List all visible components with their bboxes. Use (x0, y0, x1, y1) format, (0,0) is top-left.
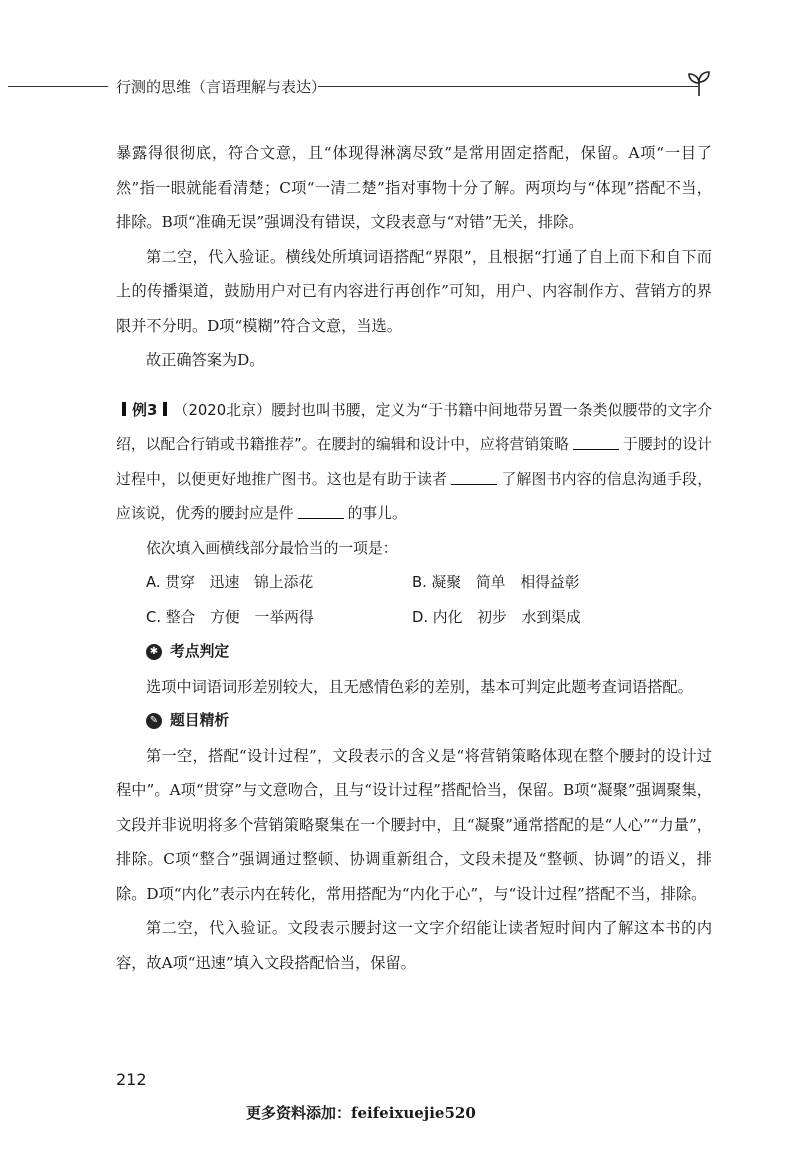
header-rule-left (8, 86, 108, 87)
option-a: A. 贯穿 迅速 锦上添花 (146, 574, 314, 591)
example-text-4: 的事儿。 (347, 505, 407, 522)
answer-options (116, 566, 712, 635)
example-text-1: （2020北京）腰封也叫书腰，定义为“于书籍中间地带另置一条类似腰带的文字介绍，以配合行销或书籍推荐”。在腰封的编辑和设计中，应将营销策略 (116, 401, 713, 453)
gear-icon: ✱ (146, 644, 162, 660)
page-header (0, 72, 800, 102)
paragraph-2: 第二空，代入验证。横线处所填词语搭配“界限”，且根据“打通了自上而下和自下而上的传播渠道，鼓励用户对已有内容进行再创作”可知，用户、内容制作方、营销方的界限并不分明。D项“模糊”符合文意，当选。 (116, 247, 712, 335)
paragraph-3: 故正确答案为D。 (146, 351, 265, 369)
answer-blank-3 (298, 504, 344, 519)
page-content (116, 136, 712, 980)
analysis-paragraph-2: 第二空，代入验证。文段表示腰封这一文字介绍能让读者短时间内了解这本书的内容，故A项“迅速”填入文段搭配恰当，保留。 (116, 919, 712, 972)
answer-blank-1 (573, 435, 619, 450)
section-heading-2 (116, 704, 712, 739)
example-question (116, 394, 712, 532)
answer-blank-2 (451, 470, 497, 485)
footer-note: 更多资料添加：feifeixuejie520 (246, 1104, 476, 1122)
option-b: B. 凝聚 简单 相得益彰 (412, 574, 580, 591)
section-1-text: 选项中词语词形差别较大，且无感情色彩的差别，基本可判定此题考查词语搭配。 (146, 677, 693, 696)
example-label: 例3 (132, 401, 158, 419)
option-c: C. 整合 方便 一举两得 (146, 608, 314, 626)
option-d: D. 内化 初步 水到渠成 (412, 608, 581, 626)
header-rule-right (318, 86, 698, 87)
section-title-2: 题目精析 (170, 712, 230, 729)
example-text-3: 了解图书内容的信息沟通手段，应该说，优秀的腰封应是件 (116, 470, 712, 522)
page-number: 212 (116, 1070, 147, 1089)
pen-icon: ✎ (146, 713, 162, 729)
header-title: 行测的思维（言语理解与表达） (116, 78, 327, 96)
section-heading-1 (116, 635, 712, 670)
example-text-2: 于腰封的设计过程中，以便更好地推广图书。这也是有助于读者 (116, 436, 712, 488)
sprout-icon (684, 68, 714, 98)
example-marker-right (163, 402, 167, 416)
paragraph-1: 暴露得很彻底，符合文意，且“体现得淋漓尽致”是常用固定搭配，保留。A项“一目了然”指一眼就能看清楚；C项“一清二楚”指对事物十分了解。两项均与“体现”搭配不当，排除。B项“准确无误”强调没有错误，文段表意与“对错”无关，排除。 (116, 144, 712, 231)
analysis-paragraph-1: 第一空，搭配“设计过程”，文段表示的含义是“将营销策略体现在整个腰封的设计过程中”。A项“贯穿”与文意吻合，且与“设计过程”搭配恰当，保留。B项“凝聚”强调聚集，文段并非说明将多个营销策略聚集在一个腰封中，且“凝聚”通常搭配的是“人心”“力量”，排除。C项“整合”强调通过整顿、协调重新组合，文段未提及“整顿、协调”的语义，排除。D项“内化”表示内在转化，常用搭配为“内化于心”，与“设计过程”搭配不当，排除。 (116, 746, 712, 903)
example-marker-left (122, 402, 126, 416)
question-prompt: 依次填入画横线部分最恰当的一项是： (146, 539, 398, 557)
section-title-1: 考点判定 (170, 643, 230, 660)
